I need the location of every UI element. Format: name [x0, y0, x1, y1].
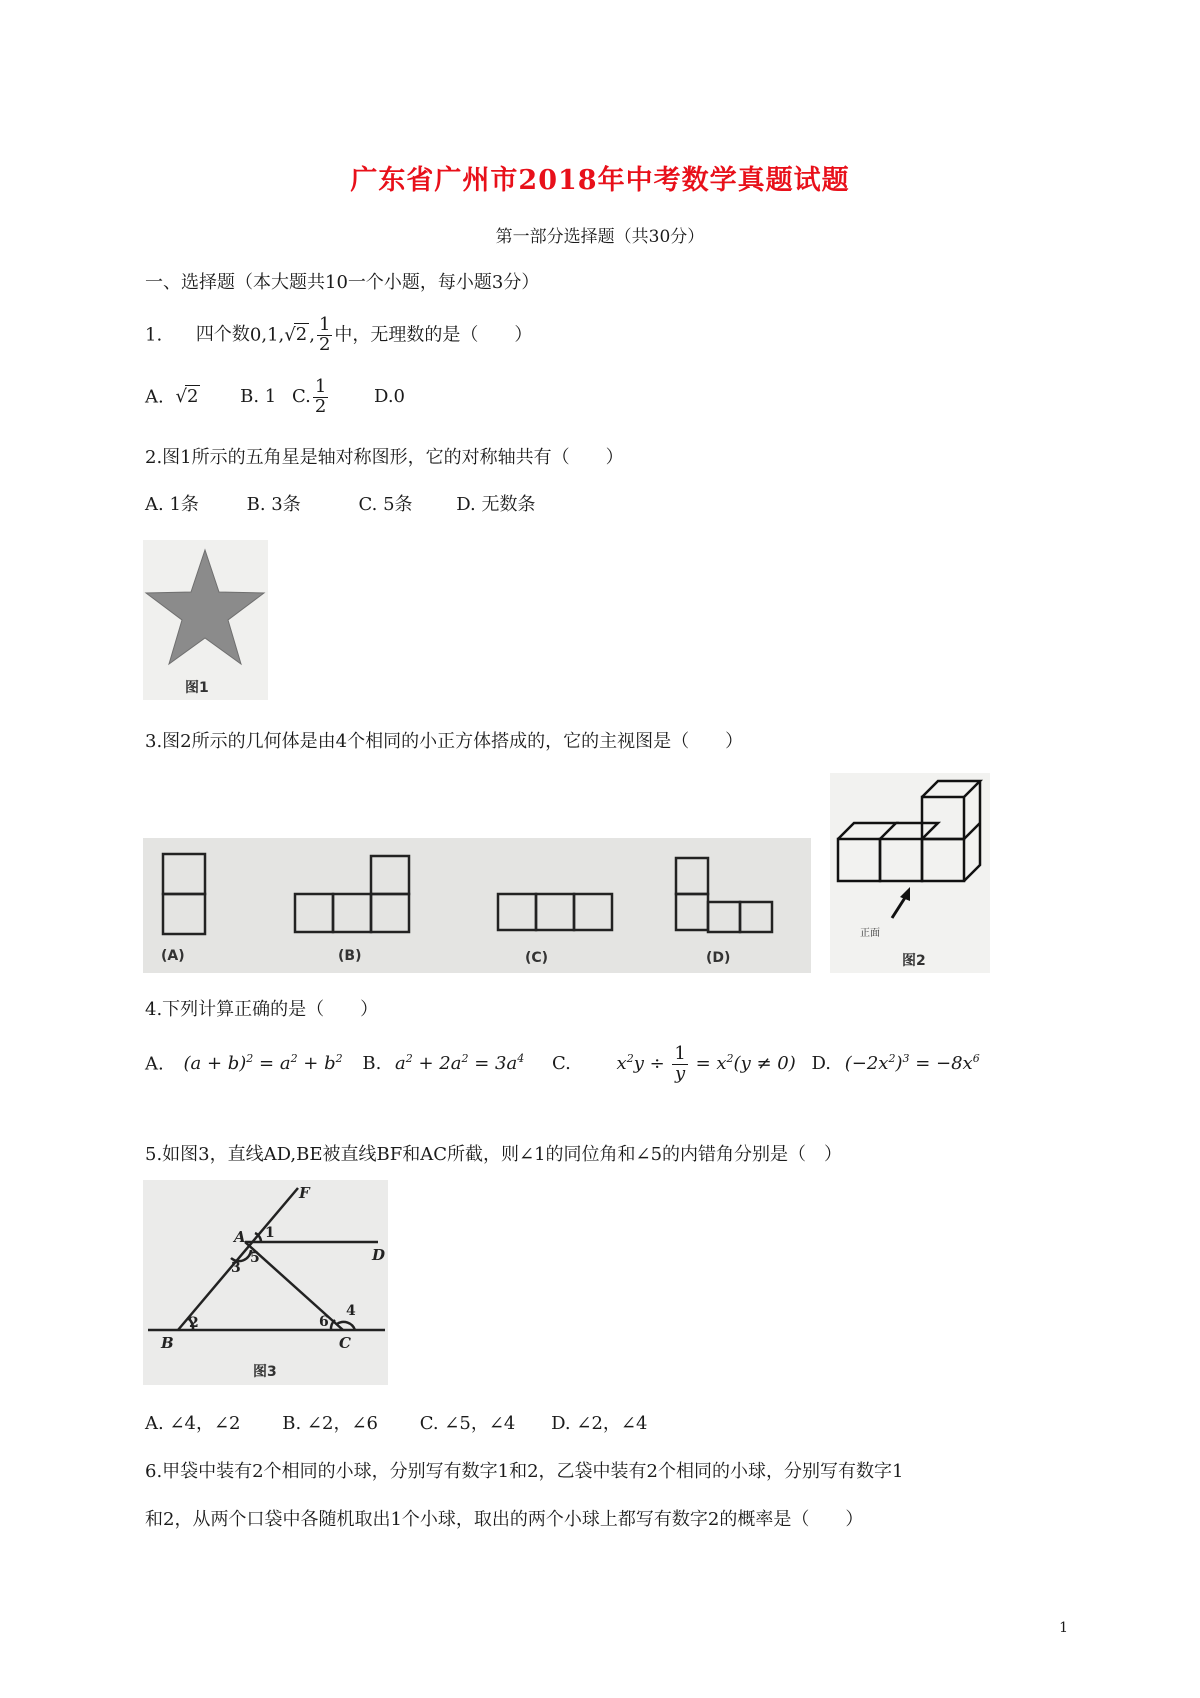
q1-opt-c-fraction	[313, 378, 328, 417]
angle-1-label: 1	[265, 1225, 275, 1241]
figure-2-solid	[830, 773, 990, 973]
q1-sqrt-radicand: 2	[295, 324, 308, 346]
part-header: 第一部分选择题（共30分）	[495, 227, 705, 247]
q3-options-figure	[143, 838, 811, 973]
q2-option: C. 5条	[358, 494, 413, 515]
angle-3-label: 3	[231, 1260, 241, 1276]
front-label: 正面	[860, 928, 880, 939]
q1-comma: ,	[309, 324, 315, 346]
sqrt-symbol: √	[284, 324, 296, 346]
q5-option: D. ∠2，∠4	[551, 1413, 648, 1434]
question-5: 5.如图3，直线AD,BE被直线BF和AC所截，则∠1的同位角和∠5的内错角分别是（ ）	[145, 1144, 843, 1165]
option-c-label: (C)	[525, 950, 549, 966]
q2-option: B. 3条	[246, 494, 301, 515]
q4-opt-b-expr: $a^2 + 2a^2 = 3a^4$	[395, 1052, 525, 1075]
question-4: 4.下列计算正确的是（ ）	[145, 999, 379, 1020]
point-a-label: A	[234, 1228, 246, 1246]
q2-option: D. 无数条	[456, 494, 536, 515]
q5-options	[145, 1409, 647, 1435]
q5-option: C. ∠5，∠4	[419, 1413, 516, 1434]
point-d-label: D	[372, 1246, 386, 1264]
q4-opt-d-label: D.	[811, 1053, 831, 1075]
angle-5-label: 5	[250, 1250, 260, 1266]
q1-fraction	[317, 316, 332, 355]
angle-4-label: 4	[346, 1303, 356, 1319]
figure-3-caption: 图3	[253, 1364, 277, 1380]
question-6-line-1: 6.甲袋中装有2个相同的小球，分别写有数字1和2，乙袋中装有2个相同的小球，分别写有数字1	[145, 1461, 904, 1482]
q1-frac-den: 2	[318, 333, 331, 355]
sqrt-symbol: √	[175, 386, 187, 408]
q1-tail: 中，无理数的是（ ）	[334, 324, 533, 346]
q4-opt-c-label: C.	[551, 1053, 571, 1075]
q4-options	[145, 1045, 980, 1084]
q1-opt-b: B. 1	[240, 386, 277, 408]
q4-opt-c-expr: $x^2y$ ÷ $\frac{1}{y}$ = $x^2(y \ne 0)$	[616, 1043, 796, 1084]
question-2: 2.图1所示的五角星是轴对称图形，它的对称轴共有（ ）	[145, 447, 624, 468]
q1-number: 1.	[145, 324, 163, 346]
q4-opt-a-label: A.	[145, 1053, 164, 1075]
q5-option: B. ∠2，∠6	[282, 1413, 378, 1434]
figure-1-caption: 图1	[185, 680, 209, 696]
q1-opt-c-label: C.	[292, 386, 311, 408]
q1-opt-c-den: 2	[314, 395, 327, 417]
point-b-label: B	[161, 1334, 174, 1352]
q1-opt-d: D.0	[374, 386, 406, 408]
point-c-label: C	[339, 1334, 351, 1352]
q1-opt-c-num: 1	[314, 376, 327, 397]
q1-frac-num: 1	[318, 314, 331, 335]
q4-opt-d-expr: $(-2x^2)^3 = -8x^6$	[844, 1052, 980, 1075]
question-1	[145, 316, 532, 366]
figure-2-caption: 图2	[902, 953, 926, 969]
q1-list: 0,1,	[249, 324, 285, 346]
section-header: 一、选择题（本大题共10一个小题，每小题3分）	[145, 272, 540, 293]
q1-options	[145, 378, 405, 417]
q5-option: A. ∠4，∠2	[145, 1413, 241, 1434]
figure-background	[143, 1180, 388, 1385]
question-3: 3.图2所示的几何体是由4个相同的小正方体搭成的，它的主视图是（ ）	[145, 731, 744, 752]
question-6-line-2: 和2，从两个口袋中各随机取出1个小球，取出的两个小球上都写有数字2的概率是（ ）	[145, 1509, 864, 1530]
option-b-label: (B)	[338, 948, 362, 964]
page-title: 广东省广州市2018年中考数学真题试题	[350, 165, 850, 196]
angle-6-label: 6	[319, 1314, 329, 1330]
q1-opt-a-label: A.	[145, 386, 164, 408]
angle-2-label: 2	[189, 1315, 199, 1331]
option-a-label: (A)	[161, 948, 185, 964]
q2-options	[145, 490, 536, 516]
point-f-label: F	[299, 1184, 310, 1202]
q1-opt-a-radicand: 2	[186, 386, 199, 408]
figure-3-lines	[143, 1180, 388, 1385]
q2-option: A. 1条	[145, 494, 199, 515]
option-d-label: (D)	[706, 950, 731, 966]
q4-opt-a-expr: $(a + b)^2 = a^2 + b^2$	[183, 1052, 343, 1075]
q4-opt-b-label: B.	[362, 1053, 382, 1075]
figure-background	[830, 773, 990, 973]
q1-lead: 四个数	[195, 324, 250, 346]
page-number: 1	[1059, 1620, 1068, 1636]
figure-1-star	[143, 540, 268, 700]
